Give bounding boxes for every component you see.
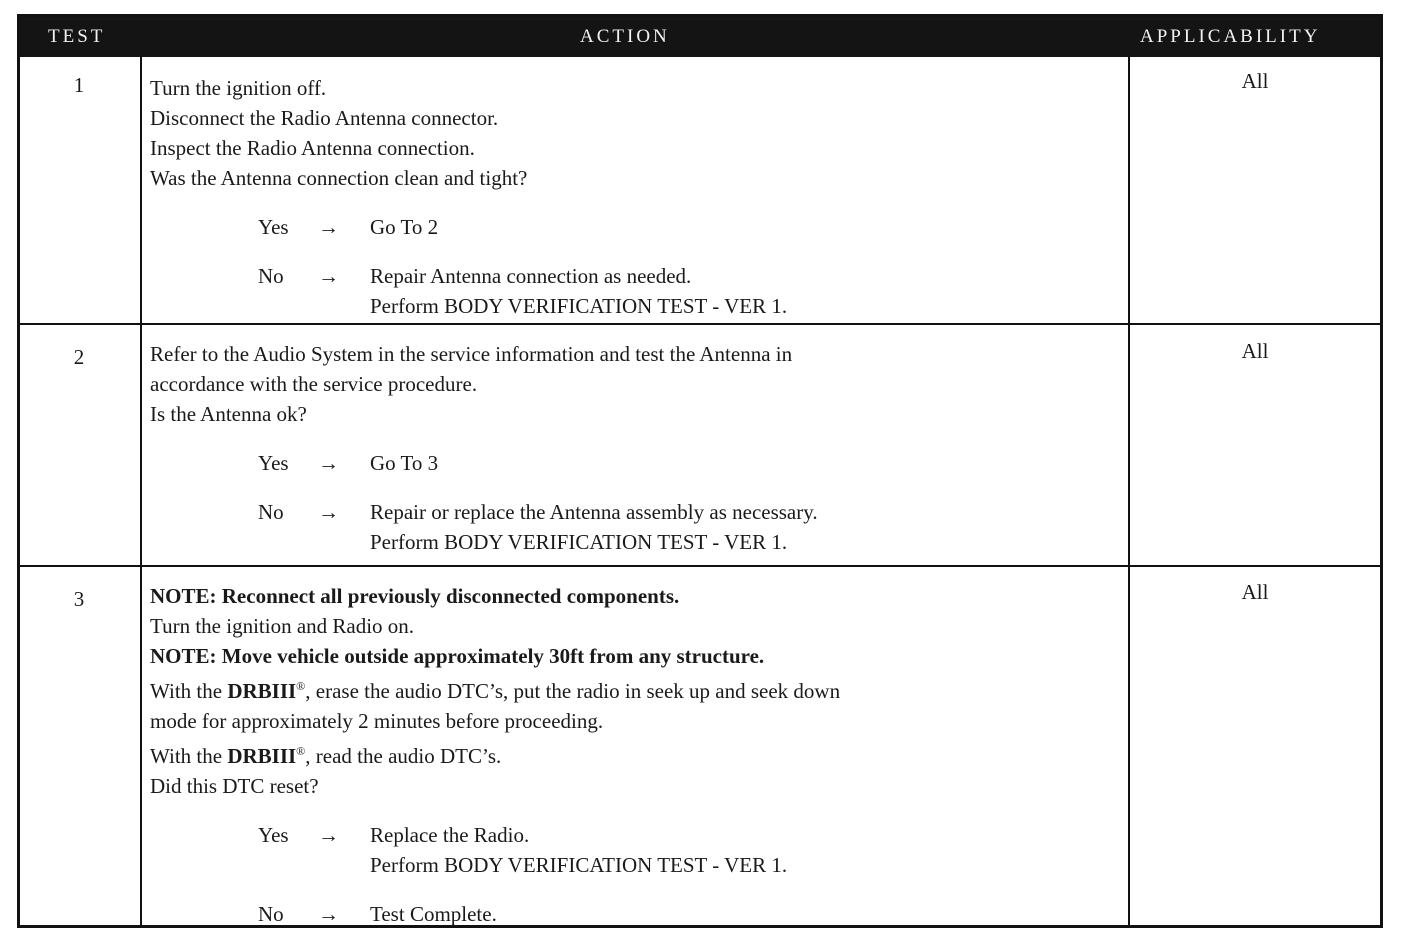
action-line: Disconnect the Radio Antenna connector. (150, 106, 499, 130)
arrow-icon: → (318, 215, 339, 239)
drbiii-name: DRBIII (227, 679, 297, 703)
action-line: accordance with the service procedure. (150, 372, 478, 396)
test-number: 1 (73, 73, 85, 97)
yes-result: Go To 3 (370, 451, 439, 475)
test-number: 3 (73, 587, 85, 611)
yes-label: Yes (258, 451, 289, 475)
no-branch-continued (150, 291, 1120, 321)
action-cell (150, 73, 1120, 321)
arrow-icon: → (318, 451, 339, 475)
applicability-value: All (1241, 69, 1269, 93)
header-applicability: APPLICABILITY (1140, 26, 1321, 47)
no-result: Repair or replace the Antenna assembly as necessary. (370, 500, 818, 524)
action-cell (150, 339, 1120, 557)
action-line: Was the Antenna connection clean and tight? (150, 166, 528, 190)
yes-branch (150, 212, 1120, 242)
registered-mark: ® (296, 744, 306, 758)
header-action: ACTION (580, 26, 670, 47)
action-line: Turn the ignition and Radio on. (150, 614, 415, 638)
no-result: Repair Antenna connection as needed. (370, 264, 692, 288)
column-divider (1128, 57, 1130, 925)
no-result: Test Complete. (370, 902, 497, 926)
no-result-line2: Perform BODY VERIFICATION TEST - VER 1. (370, 530, 788, 554)
action-line: Did this DTC reset? (150, 774, 319, 798)
action-line: With the DRBIII®, erase the audio DTC’s, put the radio in seek up and seek down (150, 679, 841, 703)
column-divider (140, 57, 142, 925)
row-divider (20, 323, 1380, 325)
registered-mark: ® (296, 679, 306, 693)
arrow-icon: → (318, 500, 339, 524)
no-result-line2: Perform BODY VERIFICATION TEST - VER 1. (370, 294, 788, 318)
action-line: mode for approximately 2 minutes before proceeding. (150, 709, 604, 733)
yes-result: Replace the Radio. (370, 823, 530, 847)
yes-result-line2: Perform BODY VERIFICATION TEST - VER 1. (370, 853, 788, 877)
yes-branch (150, 448, 1120, 478)
test-number: 2 (73, 345, 85, 369)
applicability-value: All (1241, 580, 1269, 604)
action-line: With the DRBIII®, read the audio DTC’s. (150, 744, 502, 768)
note-text: NOTE: Move vehicle outside approximately 30ft from any structure. (150, 644, 765, 668)
action-line: Turn the ignition off. (150, 76, 327, 100)
action-line: Refer to the Audio System in the service information and test the Antenna in (150, 342, 793, 366)
diagnostic-test-table (17, 14, 1383, 928)
table-header (20, 17, 1380, 57)
arrow-icon: → (318, 264, 339, 288)
yes-label: Yes (258, 823, 289, 847)
action-line: Is the Antenna ok? (150, 402, 307, 426)
row-divider (20, 565, 1380, 567)
no-branch (150, 899, 1120, 929)
header-test: TEST (48, 26, 106, 47)
applicability-value: All (1241, 339, 1269, 363)
arrow-icon: → (318, 902, 339, 926)
drbiii-name: DRBIII (227, 744, 297, 768)
no-label: No (258, 902, 284, 926)
no-label: No (258, 264, 284, 288)
action-cell (150, 581, 1120, 929)
arrow-icon: → (318, 823, 339, 847)
yes-branch-continued (150, 850, 1120, 880)
action-line: Inspect the Radio Antenna connection. (150, 136, 475, 160)
yes-branch (150, 820, 1120, 850)
no-branch-continued (150, 527, 1120, 557)
yes-label: Yes (258, 215, 289, 239)
no-branch (150, 497, 1120, 527)
no-branch (150, 261, 1120, 291)
note-text: NOTE: Reconnect all previously disconnected components. (150, 584, 680, 608)
yes-result: Go To 2 (370, 215, 439, 239)
no-label: No (258, 500, 284, 524)
